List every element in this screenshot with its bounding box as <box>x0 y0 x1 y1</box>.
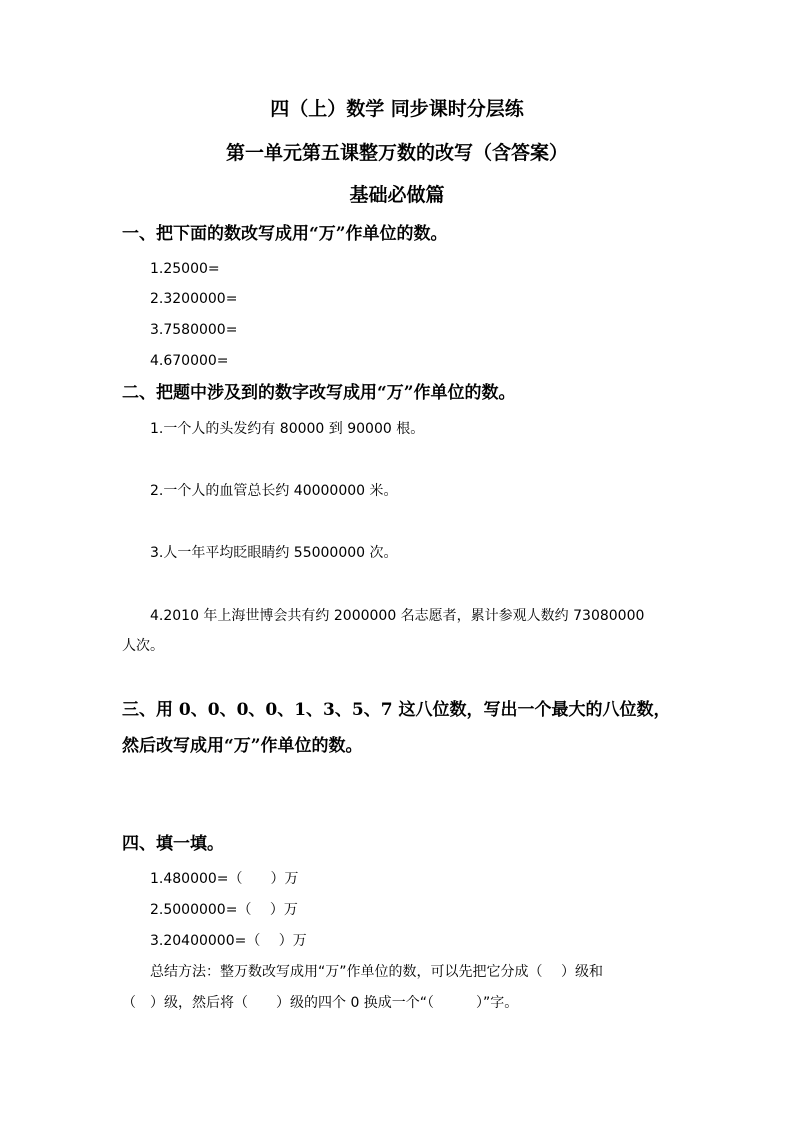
question-item: 2.一个人的血管总长约 40000000 米。 <box>150 483 398 499</box>
section-1-heading: 一、把下面的数改写成用“万”作单位的数。 <box>122 224 448 244</box>
document-title: 四（上）数学 同步课时分层练 <box>270 98 524 120</box>
fill-blank-item: 2.5000000=（ ）万 <box>150 902 298 918</box>
question-item: 3.7580000= <box>150 322 238 338</box>
question-item-continued: 人次。 <box>122 638 164 654</box>
question-item: 4.2010 年上海世博会共有约 2000000 名志愿者，累计参观人数约 73080000 <box>150 608 645 624</box>
section-2-heading: 二、把题中涉及到的数字改写成用“万”作单位的数。 <box>122 383 516 403</box>
section-3-heading: 三、用 0、0、0、0、1、3、5、7 这八位数，写出一个最大的八位数， <box>122 700 671 720</box>
difficulty-level: 基础必做篇 <box>349 184 445 206</box>
section-4-heading: 四、填一填。 <box>122 834 224 854</box>
document-subtitle: 第一单元第五课整万数的改写（含答案） <box>225 142 568 164</box>
question-item: 1.一个人的头发约有 80000 到 90000 根。 <box>150 421 425 437</box>
question-item: 1.25000= <box>150 261 220 277</box>
question-item: 2.3200000= <box>150 291 238 307</box>
fill-blank-item: 3.20400000=（ ）万 <box>150 933 307 949</box>
question-item: 3.人一年平均眨眼睛约 55000000 次。 <box>150 545 398 561</box>
section-3-heading-continued: 然后改写成用“万”作单位的数。 <box>122 736 363 756</box>
summary-method-continued: （ ）级，然后将（ ）级的四个 0 换成一个“（ ）”字。 <box>122 995 519 1011</box>
summary-method: 总结方法：整万数改写成用“万”作单位的数，可以先把它分成（ ）级和 <box>150 964 603 980</box>
fill-blank-item: 1.480000=（ ）万 <box>150 871 299 887</box>
question-item: 4.670000= <box>150 353 229 369</box>
